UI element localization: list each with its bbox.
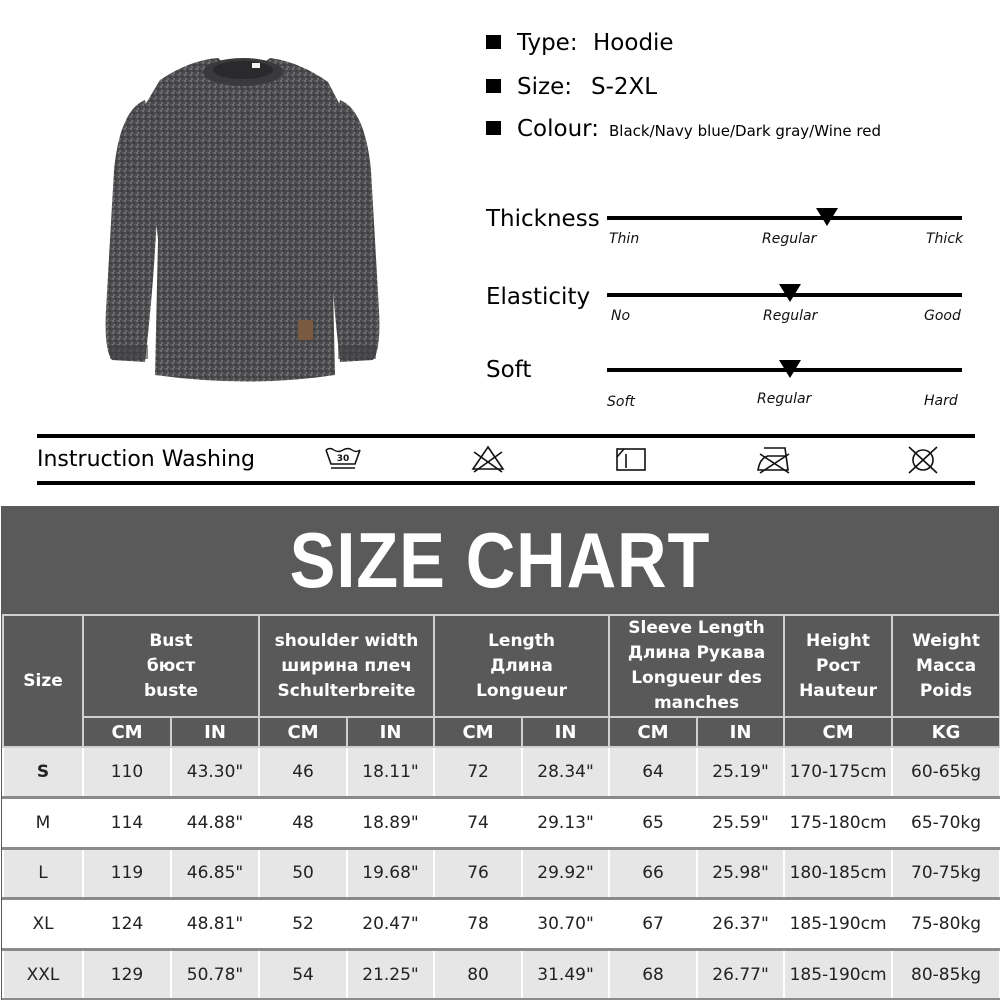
elasticity-high-label: Good: [924, 308, 961, 324]
softness-low-label: Soft: [607, 394, 635, 410]
table-cell: 75-80kg: [892, 899, 1000, 950]
thickness-high-label: Thick: [926, 231, 964, 247]
wash-30-icon: [323, 442, 363, 476]
elasticity-mid-label: Regular: [763, 308, 818, 324]
header-weight: Weight Macca Poids: [892, 615, 1000, 717]
table-cell: 76: [434, 848, 522, 899]
spec-type: [486, 30, 674, 56]
softness-marker-icon: [779, 360, 801, 378]
table-cell: 78: [434, 899, 522, 950]
spec-size: [486, 74, 657, 100]
table-cell: 72: [434, 747, 522, 798]
table-cell: 64: [609, 747, 697, 798]
unit-height-cm: CM: [784, 717, 892, 747]
spec-label: Size:: [517, 74, 572, 100]
table-cell: 180-185cm: [784, 848, 892, 899]
table-cell: 110: [83, 747, 171, 798]
table-cell: 170-175cm: [784, 747, 892, 798]
elasticity-marker-icon: [779, 284, 801, 302]
do-not-iron-icon: [754, 442, 794, 476]
thickness-title: Thickness: [486, 206, 600, 232]
table-cell: 18.89": [347, 798, 434, 849]
unit-length-in: IN: [522, 717, 609, 747]
table-row: [3, 949, 1000, 1000]
table-cell: 114: [83, 798, 171, 849]
header-length: Length Длина Longueur: [434, 615, 609, 717]
table-cell: 25.98": [697, 848, 784, 899]
spec-value: Black/Navy blue/Dark gray/Wine red: [609, 122, 881, 140]
table-cell: 50: [259, 848, 347, 899]
table-cell: 20.47": [347, 899, 434, 950]
thickness-scale-line: [607, 216, 962, 220]
table-cell: 70-75kg: [892, 848, 1000, 899]
table-cell: 80: [434, 949, 522, 1000]
do-not-bleach-icon: [468, 442, 508, 476]
unit-weight-kg: KG: [892, 717, 1000, 747]
table-cell: 31.49": [522, 949, 609, 1000]
unit-sleeve-in: IN: [697, 717, 784, 747]
size-label: M: [3, 798, 83, 849]
bullet-icon: [486, 79, 501, 93]
unit-shoulder-in: IN: [347, 717, 434, 747]
bullet-icon: [486, 121, 501, 135]
table-cell: 52: [259, 899, 347, 950]
table-cell: 60-65kg: [892, 747, 1000, 798]
size-label: L: [3, 848, 83, 899]
table-cell: 74: [434, 798, 522, 849]
table-cell: 29.13": [522, 798, 609, 849]
size-label: S: [3, 747, 83, 798]
unit-bust-in: IN: [171, 717, 259, 747]
size-label: XL: [3, 899, 83, 950]
table-cell: 46: [259, 747, 347, 798]
thickness-mid-label: Regular: [762, 231, 817, 247]
table-cell: 67: [609, 899, 697, 950]
table-cell: 65-70kg: [892, 798, 1000, 849]
product-image: [100, 50, 385, 390]
spec-colour: [486, 116, 881, 142]
wash-top-rule: [37, 434, 975, 438]
table-row: [3, 848, 1000, 899]
size-label: XXL: [3, 949, 83, 1000]
table-cell: 46.85": [171, 848, 259, 899]
table-cell: 43.30": [171, 747, 259, 798]
table-cell: 25.19": [697, 747, 784, 798]
unit-sleeve-cm: CM: [609, 717, 697, 747]
thickness-marker-icon: [816, 208, 838, 226]
table-cell: 26.37": [697, 899, 784, 950]
softness-mid-label: Regular: [757, 391, 812, 407]
spec-value: Hoodie: [593, 30, 674, 56]
table-cell: 18.11": [347, 747, 434, 798]
table-cell: 68: [609, 949, 697, 1000]
header-height: Height Рост Hauteur: [784, 615, 892, 717]
table-cell: 80-85kg: [892, 949, 1000, 1000]
table-cell: 28.34": [522, 747, 609, 798]
table-cell: 119: [83, 848, 171, 899]
table-cell: 185-190cm: [784, 899, 892, 950]
table-cell: 25.59": [697, 798, 784, 849]
table-cell: 65: [609, 798, 697, 849]
bullet-icon: [486, 35, 501, 49]
table-cell: 21.25": [347, 949, 434, 1000]
table-cell: 48.81": [171, 899, 259, 950]
wash-bottom-rule: [37, 481, 975, 485]
header-shoulder-width: shoulder width ширина плеч Schulterbreite: [259, 615, 434, 717]
table-cell: 29.92": [522, 848, 609, 899]
table-cell: 54: [259, 949, 347, 1000]
spec-label: Colour:: [517, 116, 599, 142]
dry-flat-icon: [612, 442, 652, 476]
elasticity-low-label: No: [611, 308, 631, 324]
softness-high-label: Hard: [924, 393, 958, 409]
washing-title: Instruction Washing: [37, 447, 255, 472]
unit-bust-cm: CM: [83, 717, 171, 747]
elasticity-title: Elasticity: [486, 284, 591, 310]
table-cell: 48: [259, 798, 347, 849]
table-row: [3, 899, 1000, 950]
table-cell: 185-190cm: [784, 949, 892, 1000]
table-cell: 175-180cm: [784, 798, 892, 849]
table-cell: 66: [609, 848, 697, 899]
thickness-low-label: Thin: [609, 231, 640, 247]
unit-shoulder-cm: CM: [259, 717, 347, 747]
table-cell: 26.77": [697, 949, 784, 1000]
header-bust: Bust бюст buste: [83, 615, 259, 717]
table-row: [3, 798, 1000, 849]
softness-title: Soft: [486, 357, 532, 383]
table-cell: 124: [83, 899, 171, 950]
svg-text:30: 30: [336, 454, 350, 464]
table-cell: 19.68": [347, 848, 434, 899]
table-cell: 50.78": [171, 949, 259, 1000]
unit-length-cm: CM: [434, 717, 522, 747]
size-chart-table: [2, 614, 1000, 1000]
header-size: Size: [3, 615, 83, 747]
spec-label: Type:: [517, 30, 578, 56]
table-cell: 30.70": [522, 899, 609, 950]
spec-value: S-2XL: [591, 74, 658, 100]
header-sleeve-length: Sleeve Length Длина Рукава Longueur des manches: [609, 615, 784, 717]
table-row: [3, 747, 1000, 798]
table-cell: 44.88": [171, 798, 259, 849]
do-not-dry-clean-icon: [904, 442, 944, 476]
table-cell: 129: [83, 949, 171, 1000]
size-chart-title: SIZE CHART: [289, 515, 711, 604]
